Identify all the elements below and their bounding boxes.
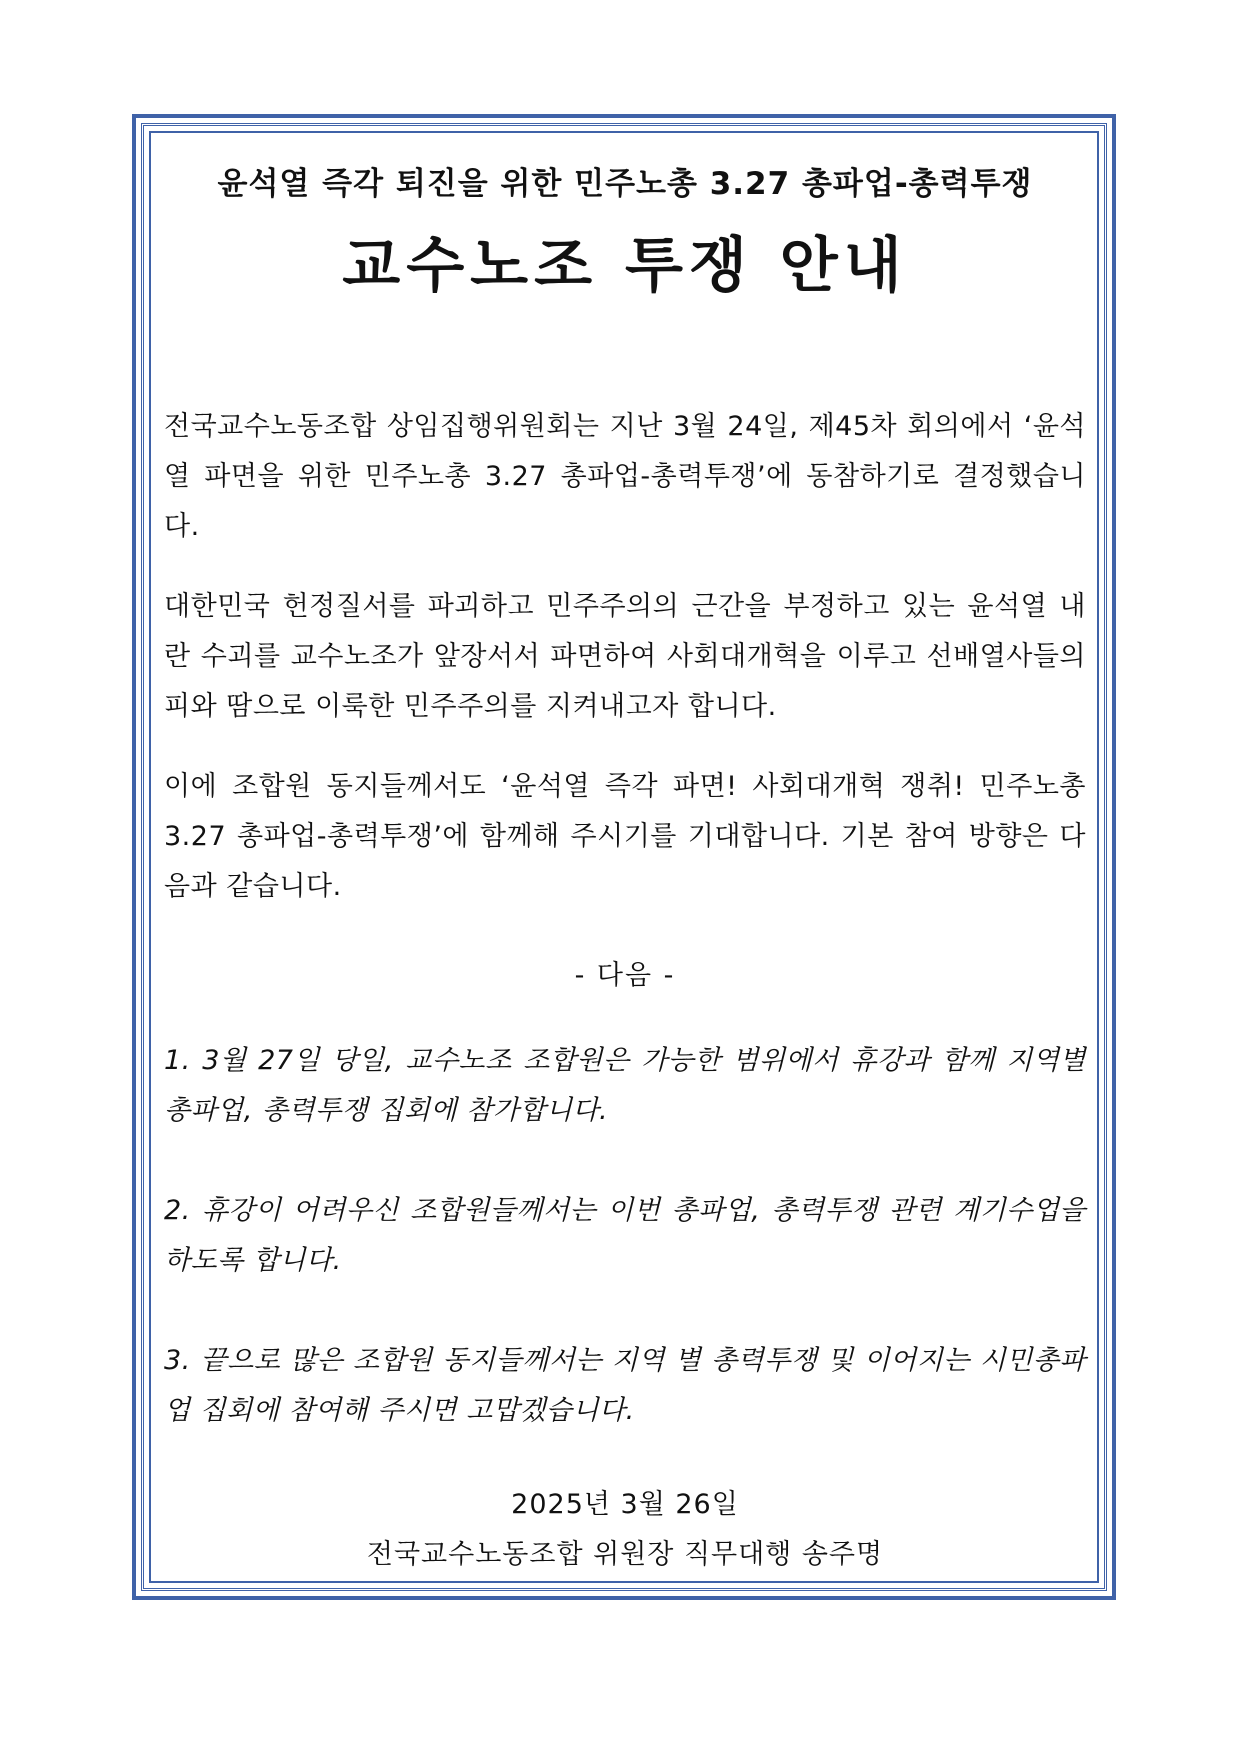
next-heading: - 다음 -	[574, 960, 676, 991]
body-paragraph-3: 이에 조합원 동지들께서도 ‘윤석열 즉각 파면! 사회대개혁 쟁취! 민주노총 3.27 총파업-총력투쟁’에 함께해 주시기를 기대합니다. 기본 참여 방향은 다음과 같습니다.	[164, 771, 1086, 902]
list-item-2: 2. 휴강이 어려우신 조합원들께서는 이번 총파업, 총력투쟁 관련 계기수업을 하도록 합니다.	[164, 1195, 1086, 1276]
body-paragraph-1: 전국교수노동조합 상임집행위원회는 지난 3월 24일, 제45차 회의에서 ‘윤석열 파면을 위한 민주노총 3.27 총파업-총력투쟁’에 동참하기로 결정했습니다.	[164, 411, 1086, 542]
list-item-3: 3. 끝으로 많은 조합원 동지들께서는 지역 별 총력투쟁 및 이어지는 시민총파업 집회에 참여해 주시면 고맙겠습니다.	[164, 1345, 1086, 1426]
notice-date: 2025년 3월 26일	[511, 1489, 739, 1520]
body-paragraph-2: 대한민국 헌정질서를 파괴하고 민주주의의 근간을 부정하고 있는 윤석열 내란 수괴를 교수노조가 앞장서서 파면하여 사회대개혁을 이루고 선배열사들의 피와 땀으로 이룩한 민주주의를 지켜내고자 합니다.	[164, 591, 1086, 722]
list-item-1: 1. 3월 27일 당일, 교수노조 조합원은 가능한 범위에서 휴강과 함께 지역별 총파업, 총력투쟁 집회에 참가합니다.	[164, 1045, 1086, 1126]
notice-subtitle: 윤석열 즉각 퇴진을 위한 민주노총 3.27 총파업-총력투쟁	[217, 166, 1033, 202]
notice-signer: 전국교수노동조합 위원장 직무대행 송주명	[366, 1539, 884, 1570]
notice-title: 교수노조 투쟁 안내	[342, 231, 908, 301]
